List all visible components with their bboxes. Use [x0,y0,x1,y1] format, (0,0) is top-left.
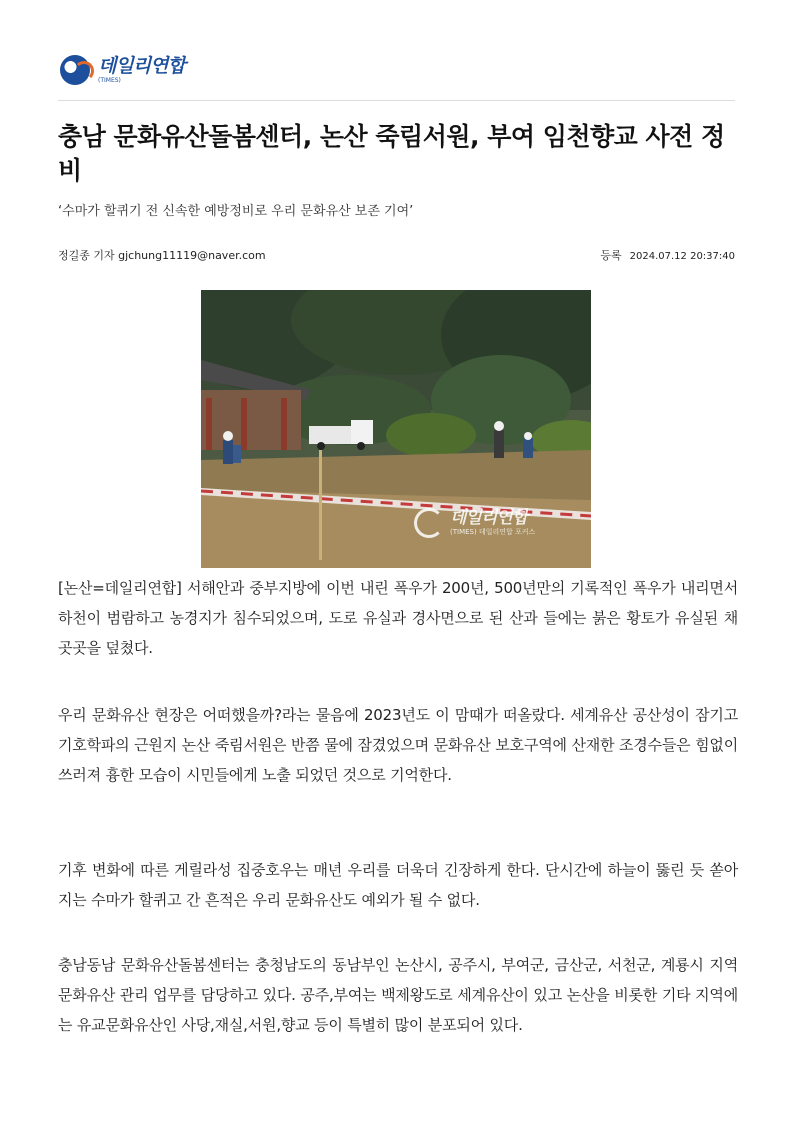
article-headline: 충남 문화유산돌봄센터, 논산 죽림서원, 부여 임천향교 사전 정비 [58,122,725,185]
watermark-text [450,510,535,536]
watermark-sub: (TIMES) 데일리연합 포커스 [450,528,536,536]
watermark-logo-icon [414,508,444,538]
article-paragraph: 충남동남 문화유산돌봄센터는 충청남도의 동남부인 논산시, 공주시, 부여군, 금산군, 서천군, 계룡시 지역 문화유산 관리 업무를 담당하고 있다. 공주,부여는 백제왕도로 세계유산이 있고 논산을 비롯한 기타 지역에는 유교문화유산인 사당,재실,서원,향교 등이 특별히 많이 분포되어 있다. [58,956,738,1034]
logo-name: 데일리연합 [98,54,185,77]
logo-text [98,54,185,84]
article-paragraph: 우리 문화유산 현장은 어떠했을까?라는 물음에 2023년도 이 맘때가 떠올랐다. 세계유산 공산성이 잠기고 기호학파의 근원지 논산 죽림서원은 반쯤 물에 잠겼었으며 문화유산 보호구역에 산재한 조경수들은 힘없이 쓰러져 흉한 모습이 시민들에게 노출 되었던 것으로 기억한다. [58,706,738,784]
registered-date [600,247,735,263]
article-paragraph: 기후 변화에 따른 게릴라성 집중호우는 매년 우리를 더욱더 긴장하게 한다. 단시간에 하늘이 뚫린 듯 쏟아지는 수마가 할퀴고 간 흔적은 우리 문화유산도 예외가 될 수 없다. [58,861,738,909]
registered-time: 2024.07.12 20:37:40 [629,251,735,262]
article-subtitle: ‘수마가 할퀴기 전 신속한 예방정비로 우리 문화유산 보존 기여’ [58,204,414,219]
header-divider [58,100,735,101]
watermark-name: 데일리연합 [450,508,528,528]
article-paragraph: [논산=데일리연합] 서해안과 중부지방에 이번 내린 폭우가 200년, 500년만의 기록적인 폭우가 내리면서 하천이 범람하고 농경지가 침수되었으며, 도로 유실과 경사면으로 된 산과 들에는 붉은 황토가 유실된 채 곳곳을 덮쳤다. [58,579,738,657]
logo-sub: (TIMES) [98,76,121,84]
logo-icon [60,55,90,85]
registered-label: 등록 [600,249,622,262]
reporter-byline: 정길종 기자 gjchung11119@naver.com [58,249,266,262]
site-logo[interactable] [60,52,185,88]
photo-watermark [414,508,535,538]
